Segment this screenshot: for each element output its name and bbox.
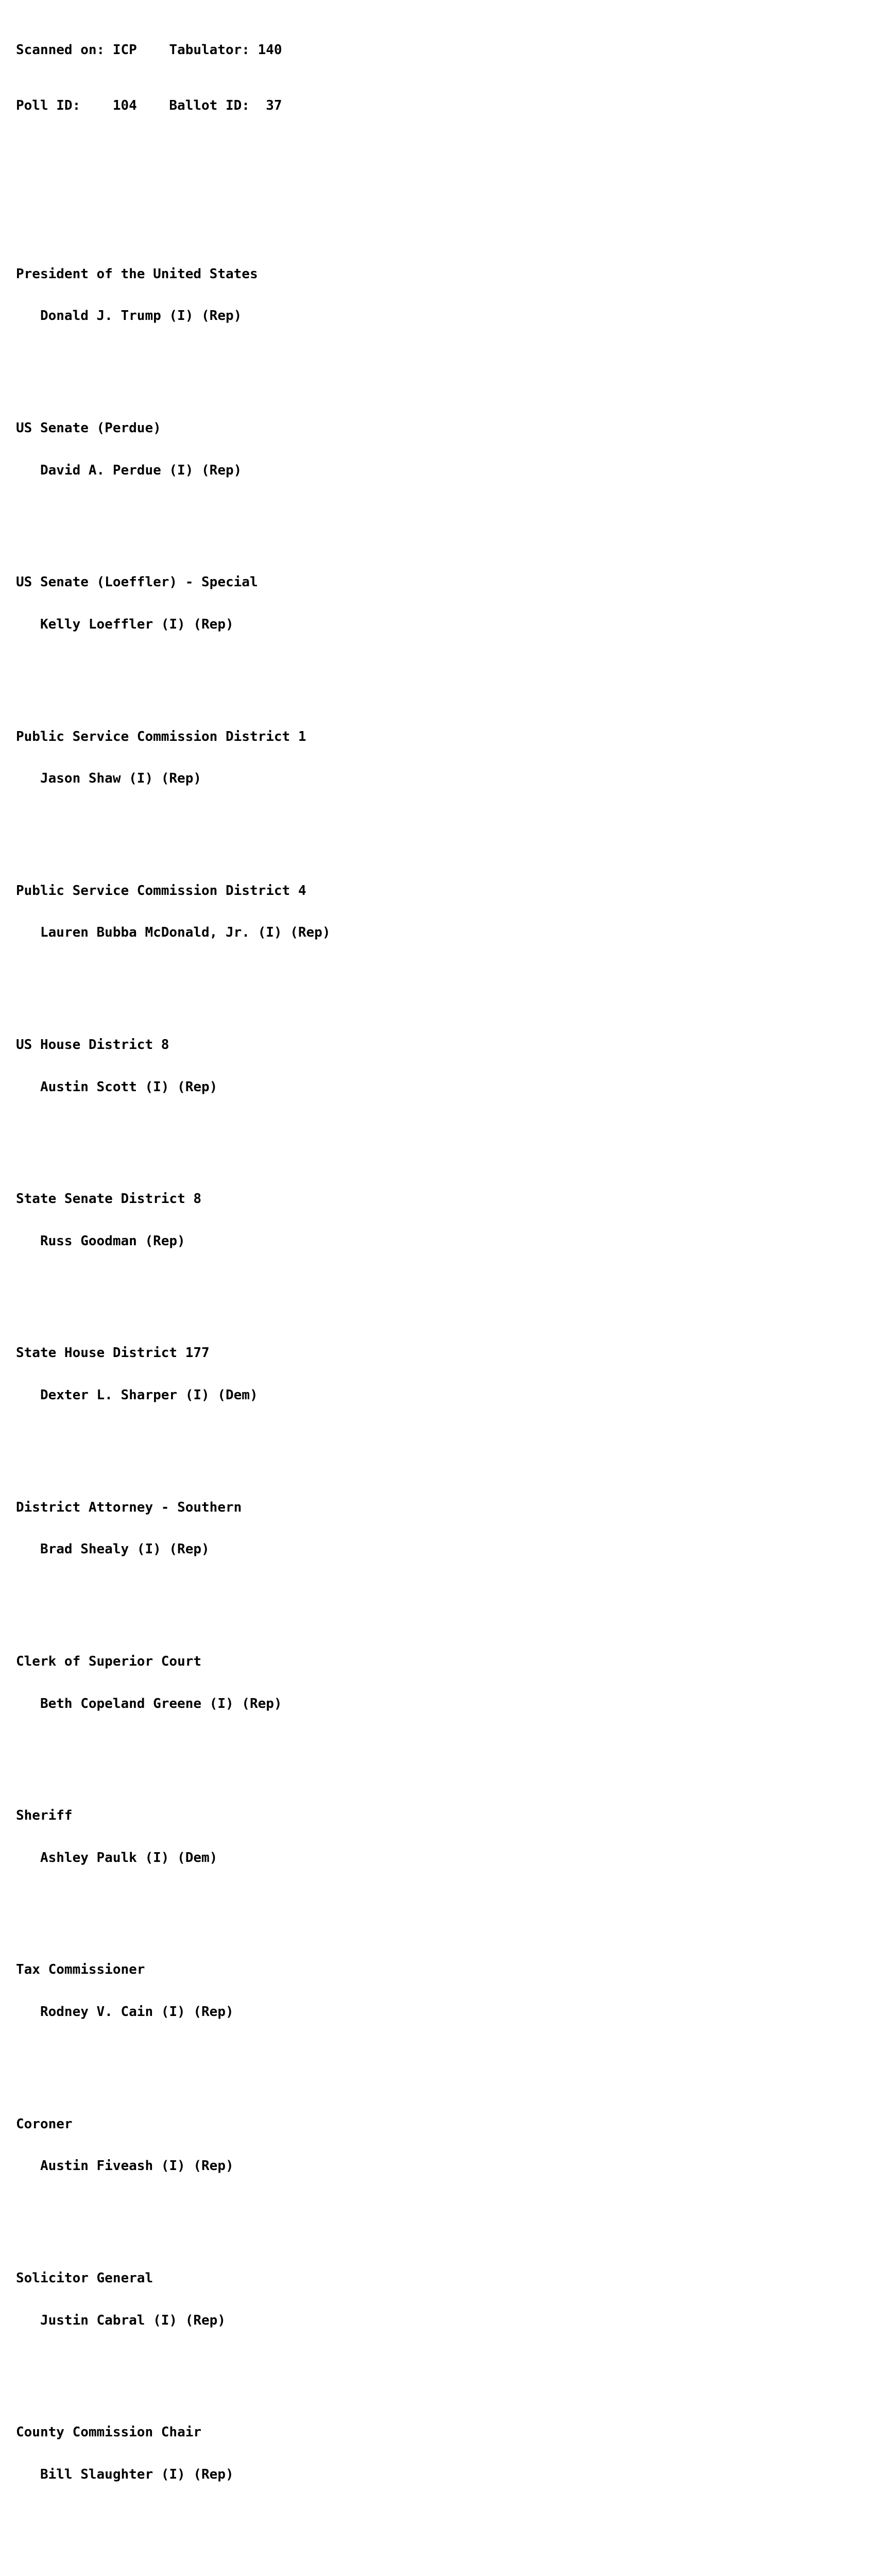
contest bbox=[16, 394, 890, 506]
contest-selection: Russ Goodman (Rep) bbox=[40, 1233, 185, 1249]
contest bbox=[16, 1472, 890, 1585]
contest-title: Public Service Commission District 1 bbox=[16, 728, 306, 744]
contest-selection: Bill Slaughter (I) (Rep) bbox=[40, 2466, 234, 2482]
contest bbox=[16, 1781, 890, 1893]
ballot-id-label: Ballot ID: bbox=[169, 98, 250, 114]
contest bbox=[16, 548, 890, 660]
contest-title: Tax Commissioner bbox=[16, 1962, 145, 1978]
contest bbox=[16, 2243, 890, 2355]
contest-selection: Jason Shaw (I) (Rep) bbox=[40, 771, 202, 787]
contest-selection: Brad Shealy (I) (Rep) bbox=[40, 1541, 210, 1557]
contest-title: Coroner bbox=[16, 2116, 73, 2132]
contest-title: Clerk of Superior Court bbox=[16, 1653, 202, 1669]
contest-title: State Senate District 8 bbox=[16, 1191, 202, 1207]
contest-title: US House District 8 bbox=[16, 1037, 169, 1053]
spacer bbox=[16, 155, 890, 169]
contest-selection: Lauren Bubba McDonald, Jr. (I) (Rep) bbox=[40, 925, 331, 941]
contest bbox=[16, 2398, 890, 2510]
contest-selection: Rodney V. Cain (I) (Rep) bbox=[40, 2004, 234, 2020]
tabulator-label: Tabulator: bbox=[169, 42, 250, 58]
contest bbox=[16, 239, 890, 351]
contest-selection: Austin Fiveash (I) (Rep) bbox=[40, 2158, 234, 2174]
contest-selection: Austin Scott (I) (Rep) bbox=[40, 1079, 218, 1095]
contest-title: County Commission Chair bbox=[16, 2425, 202, 2441]
contest-selection: Donald J. Trump (I) (Rep) bbox=[40, 308, 242, 324]
contest bbox=[16, 2089, 890, 2201]
poll-id-label: Poll ID: bbox=[16, 98, 81, 114]
contest bbox=[16, 1164, 890, 1277]
contest-title: Public Service Commission District 4 bbox=[16, 883, 306, 899]
contest-selection: Beth Copeland Greene (I) (Rep) bbox=[40, 1696, 282, 1711]
contest-title: US Senate (Perdue) bbox=[16, 420, 161, 436]
scanned-on-label: Scanned on: bbox=[16, 42, 105, 58]
contest-selection: Justin Cabral (I) (Rep) bbox=[40, 2312, 226, 2328]
contest-title: President of the United States bbox=[16, 266, 258, 282]
contest-selection: Ashley Paulk (I) (Dem) bbox=[40, 1850, 218, 1866]
contest-selection: Dexter L. Sharper (I) (Dem) bbox=[40, 1387, 258, 1403]
contest bbox=[16, 2552, 890, 2576]
contest-title: Sheriff bbox=[16, 1808, 73, 1824]
scanned-on-value: ICP bbox=[112, 42, 137, 58]
poll-id-value: 104 bbox=[112, 98, 137, 114]
contest-title: US Senate (Loeffler) - Special bbox=[16, 574, 258, 590]
ballot-id-value: 37 bbox=[266, 98, 282, 114]
contest-selection: Kelly Loeffler (I) (Rep) bbox=[40, 616, 234, 632]
contest-title: Solicitor General bbox=[16, 2270, 153, 2286]
contest-title: State House District 177 bbox=[16, 1345, 210, 1361]
contest-list bbox=[16, 211, 890, 2576]
contest bbox=[16, 702, 890, 814]
contest bbox=[16, 1010, 890, 1123]
tabulator-value: 140 bbox=[258, 42, 282, 58]
contest-title: District Attorney - Southern bbox=[16, 1499, 242, 1515]
scan-info-line-2 bbox=[16, 99, 890, 113]
contest bbox=[16, 1627, 890, 1739]
contest bbox=[16, 1935, 890, 2047]
scan-info-line-1 bbox=[16, 43, 890, 57]
contest bbox=[16, 1318, 890, 1431]
contest bbox=[16, 856, 890, 968]
contest-selection: David A. Perdue (I) (Rep) bbox=[40, 462, 242, 478]
